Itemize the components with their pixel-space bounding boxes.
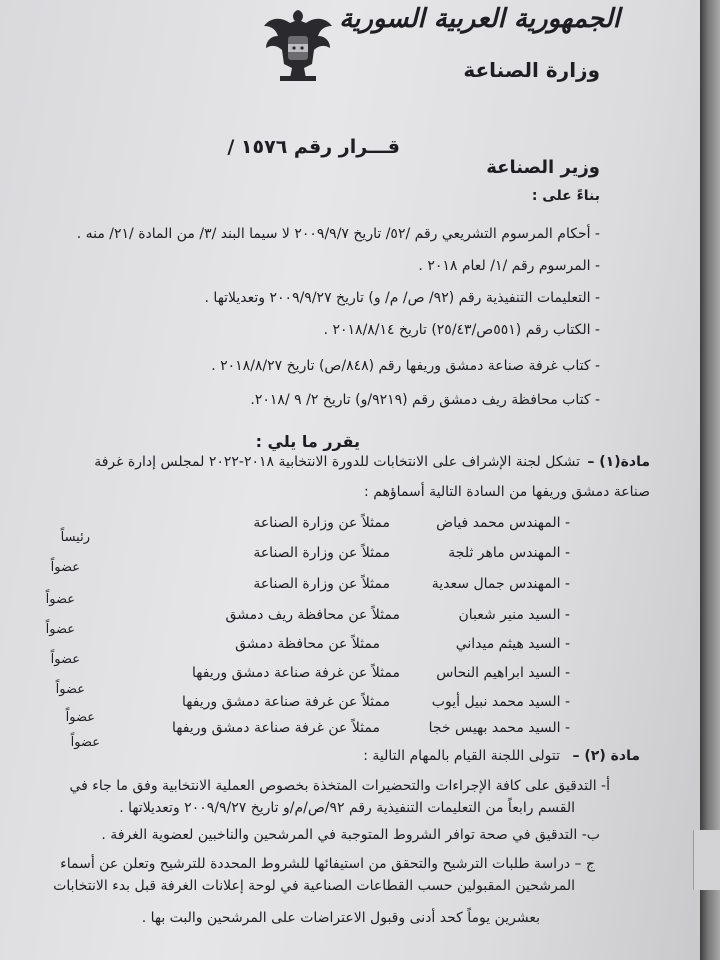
paper-fold (693, 830, 720, 890)
decision-title: قـــرار رقم ١٥٧٦ / (227, 136, 400, 158)
ministry-header: وزارة الصناعة (463, 58, 600, 82)
syrian-eagle-emblem-icon (262, 6, 334, 84)
member-role: عضواً (65, 710, 95, 725)
member-representation: ممثلاً عن محافظة ريف دمشق (225, 607, 400, 623)
member-representation: ممثلاً عن غرفة صناعة دمشق وريفها (171, 720, 380, 736)
reference-item: - الكتاب رقم (٥٥١ص/٢٥/٤٣) تاريخ ٢٠١٨/٨/١٤ . (323, 322, 600, 338)
member-representation: ممثلاً عن وزارة الصناعة (253, 515, 390, 531)
page-edge-shadow (700, 0, 720, 960)
article-2-task: بعشرين يوماً كحد أدنى وقبول الاعتراضات على المرشحين والبت بها . (141, 910, 540, 926)
member-representation: ممثلاً عن محافظة دمشق (235, 636, 380, 652)
member-role: عضواً (45, 592, 75, 607)
reference-item: - كتاب غرفة صناعة دمشق وريفها رقم (٨٤٨/ص) تاريخ ٢٠١٨/٨/٢٧ . (211, 358, 600, 374)
member-name: - السيد ابراهيم النحاس (436, 665, 570, 681)
reference-item: - التعليمات التنفيذية رقم (٩٢/ ص/ م/ و) تاريخ ٢٠٠٩/٩/٢٧ وتعديلاتها . (204, 290, 600, 306)
member-name: - المهندس جمال سعدية (431, 576, 570, 592)
article-1-label: مادة(١) – (587, 454, 650, 470)
member-name: - السيد هيثم ميداني (455, 636, 570, 652)
member-representation: ممثلاً عن غرفة صناعة دمشق وريفها (181, 694, 390, 710)
article-2-label: مادة (٢) – (572, 748, 640, 764)
decides-heading: يقرر ما يلي : (255, 432, 360, 451)
member-role: عضواً (45, 622, 75, 637)
article-2-task: ج – دراسة طلبات الترشيح والتحقق من استيفائها للشروط المحددة للترشيح وتعلن عن أسماء (60, 856, 595, 872)
member-representation: ممثلاً عن وزارة الصناعة (253, 545, 390, 561)
member-name: - المهندس ماهر ثلجة (448, 545, 570, 561)
article-2-task: أ- التدقيق على كافة الإجراءات والتحضيرات المتخذة بخصوص العملية الانتخابية وفق ما جاء في (69, 778, 610, 794)
article-1-line-2: صناعة دمشق وريفها من السادة التالية أسماؤهم : (364, 484, 650, 500)
member-role: رئيساً (60, 530, 90, 545)
issuer: وزير الصناعة (486, 157, 600, 178)
member-representation: ممثلاً عن غرفة صناعة دمشق وريفها (191, 665, 400, 681)
article-2-intro: تتولى اللجنة القيام بالمهام التالية : (363, 748, 560, 764)
member-role: عضواً (50, 652, 80, 667)
reference-item: - كتاب محافظة ريف دمشق رقم (٩٢١٩/و) تاريخ ٢/ ٩ /٢٠١٨. (250, 392, 600, 408)
based-on-label: بناءً على : (531, 188, 600, 204)
article-2-task: القسم رابعاً من التعليمات التنفيذية رقم ٩٢/ص/م/و تاريخ ٢٠٠٩/٩/٢٧ وتعديلاتها . (119, 800, 575, 816)
member-name: - السيد محمد بهيس خجا (428, 720, 570, 736)
republic-header: الجمهورية العربية السورية (339, 4, 620, 34)
article-2-task: ب- التدقيق في صحة توافر الشروط المتوجبة في المرشحين والناخبين لعضوية الغرفة . (101, 827, 600, 843)
article-2-task: المرشحين المقبولين حسب القطاعات الصناعية في لوحة إعلانات الغرفة قبل بدء الانتخابات (53, 878, 575, 894)
member-role: عضواً (70, 735, 100, 750)
reference-item: - أحكام المرسوم التشريعي رقم /٥٢/ تاريخ ٢٠٠٩/٩/٧ لا سيما البند /٣/ من المادة /٢١/ منه . (76, 226, 600, 242)
member-role: عضواً (50, 560, 80, 575)
article-1-line-1: تشكل لجنة الإشراف على الانتخابات للدورة الانتخابية ٢٠١٨-٢٠٢٢ لمجلس إدارة غرفة (94, 454, 580, 470)
member-representation: ممثلاً عن وزارة الصناعة (253, 576, 390, 592)
member-name: - السيد منير شعبان (458, 607, 570, 623)
member-name: - المهندس محمد فياض (436, 515, 570, 531)
member-role: عضواً (55, 682, 85, 697)
reference-item: - المرسوم رقم /١/ لعام ٢٠١٨ . (418, 258, 600, 274)
member-name: - السيد محمد نبيل أيوب (431, 694, 570, 710)
